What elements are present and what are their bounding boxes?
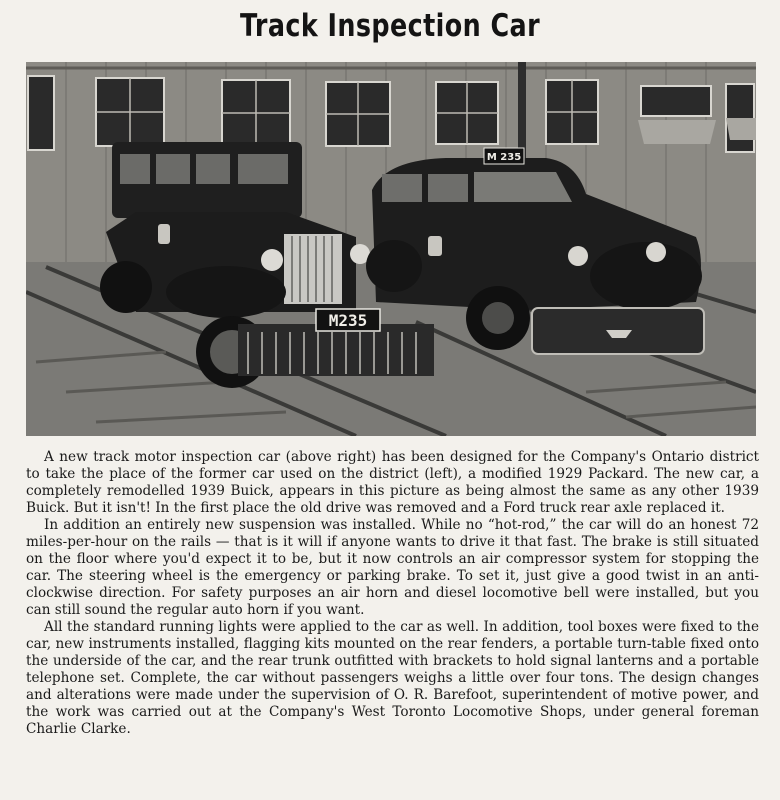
front-fender [590, 242, 702, 310]
article-body [26, 449, 759, 738]
headlight [646, 242, 666, 262]
radiator-grille [284, 234, 342, 304]
number-plate-right-text: M 235 [486, 152, 522, 163]
article-title: Track Inspection Car [239, 8, 541, 44]
paragraph: In addition an entirely new suspension was installed. While no “hot-rod,” the car will do an honest 72 miles-per-hour on the rails — that is it will if anyone wants to drive it that fast. The brake is still situated on the floor where you'd expect it to be, but it now controls an air compressor system for stopping the car. The steering wheel is the emergency or parking brake. To set it, just give a good twist in an anti-clockwise direction. For safety purposes an air horn and diesel locomotive bell were installed, but you can still sound the regular auto horn if you want. [26, 517, 759, 618]
door-badge [428, 236, 442, 256]
door-badge [158, 224, 170, 244]
paragraph: All the standard running lights were applied to the car as well. In addition, tool boxes were fixed to the car, new instruments installed, flagging kits mounted on the rear fenders, a portable turn-table fixed onto the underside of the car, and the rear trunk outfitted with brackets to hold signal lanterns and a portable telephone set. Complete, the car without passengers weighs a little over four tons. The design changes and alterations were made under the supervision of O. R. Barefoot, superintendent of motive power, and the work was carried out at the Company's West Toronto Locomotive Shops, under general foreman Charlie Clarke. [26, 619, 759, 737]
awning [726, 118, 756, 140]
headlight [568, 246, 588, 266]
number-plate-left-text: M235 [328, 311, 368, 330]
front-fender [366, 240, 422, 292]
inspection-cars-photo [26, 62, 756, 436]
headlight [261, 249, 283, 271]
paragraph: A new track motor inspection car (above right) has been designed for the Company's Ontario district to take the place of the former car used on the district (left), a modified 1929 Packard. The new car, a completely remodelled 1939 Buick, appears in this picture as being almost the same as any other 1939 Buick. But it isn't! In the first place the old drive was removed and a Ford truck rear axle replaced it. [26, 449, 759, 516]
wheel [100, 261, 152, 313]
awning [638, 120, 716, 144]
pilot-guard [238, 324, 434, 376]
front-fender [166, 266, 286, 318]
